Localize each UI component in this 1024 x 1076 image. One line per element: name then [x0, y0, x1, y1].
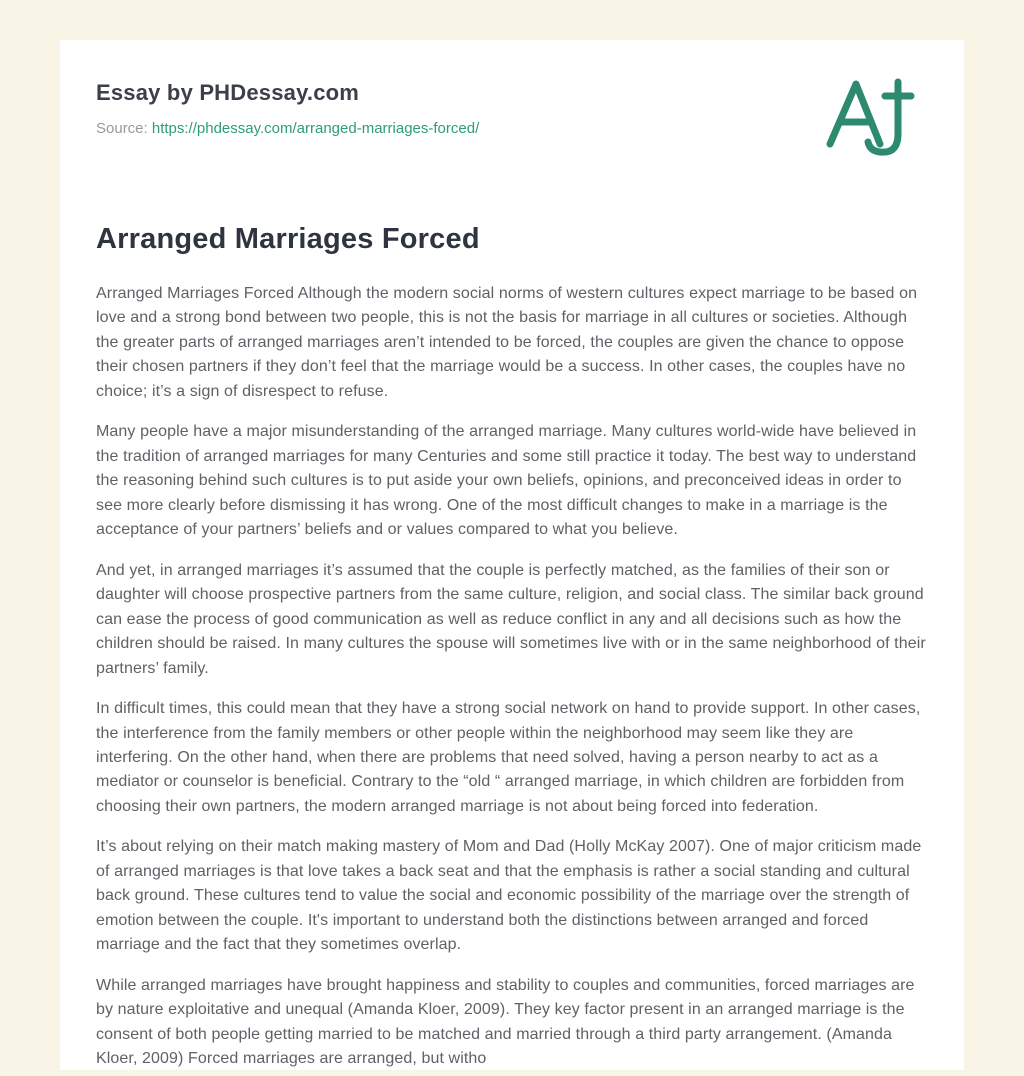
source-label: Source: — [96, 120, 148, 137]
essay-paragraph-5: It’s about relying on their match making mastery of Mom and Dad (Holly McKay 2007). One of major criticism made of arranged marriages is that love takes a back seat and that the emphasis is rather a social standing and cultural back ground. These cultures tend to value the social and economic possibility of the marriage over the strength of emotion between the couple. It's important to understand both the distinctions between arranged and forced marriage and the fact that they sometimes overlap. — [96, 838, 922, 954]
essay-paragraph-4: In difficult times, this could mean that they have a strong social network on hand to provide support. In other cases, the interference from the family members or other people within the neighborhood may seem like they are interfering. On the other hand, when there are problems that need solved, having a person nearby to act as a mediator or counselor is beneficial. Contrary to the “old “ arranged marriage, in which children are forbidden from choosing their own partners, the modern arranged marriage is not about being forced into federation. — [96, 700, 921, 815]
page-title: Essay by PHDessay.com — [96, 80, 360, 105]
essay-title: Arranged Marriages Forced — [96, 223, 480, 255]
essay-card — [60, 40, 964, 1070]
essay-paragraph-1: Arranged Marriages Forced Although the modern social norms of western cultures expect marriage to be based on love and a strong bond between two people, this is not the basis for marriage in all cultures or societies. Although the greater parts of arranged marriages aren’t intended to be forced, the couples are given the chance to oppose their chosen partners if they don’t feel that the marriage would be a success. In other cases, the couples have no choice; it’s a sign of disrespect to refuse. — [96, 285, 918, 400]
phdessay-logo-icon — [818, 72, 918, 172]
essay-paragraph-6: While arranged marriages have brought happiness and stability to couples and communities, forced marriages are by nature exploitative and unequal (Amanda Kloer, 2009). They key factor present in an arranged marriage is the consent of both people getting married to be matched and married through a third party arrangement. (Amanda Kloer, 2009) Forced marriages are arranged, but witho — [96, 976, 915, 1068]
essay-paragraph-2: Many people have a major misunderstanding of the arranged marriage. Many cultures world-wide have believed in the tradition of arranged marriages for many Centuries and some still practice it today. The best way to understand the reasoning behind such cultures is to put aside your own beliefs, opinions, and preconceived ideas in order to see more clearly before dismissing it has wrong. One of the most difficult changes to make in a marriage is the acceptance of your partners’ beliefs and or values compared to what you believe. — [96, 423, 917, 539]
essay-paragraph-3: And yet, in arranged marriages it’s assumed that the couple is perfectly matched, as the families of their son or daughter will choose prospective partners from the same culture, religion, and social class. The similar back ground can ease the process of good communication as well as reduce conflict in any and all decisions such as how the children should be raised. In many cultures the spouse will sometimes live with or in the same neighborhood of their partners’ family. — [96, 561, 926, 677]
source-line — [96, 120, 928, 137]
source-link[interactable]: https://phdessay.com/arranged-marriages-forced/ — [151, 120, 480, 137]
essay-body — [96, 282, 928, 1070]
